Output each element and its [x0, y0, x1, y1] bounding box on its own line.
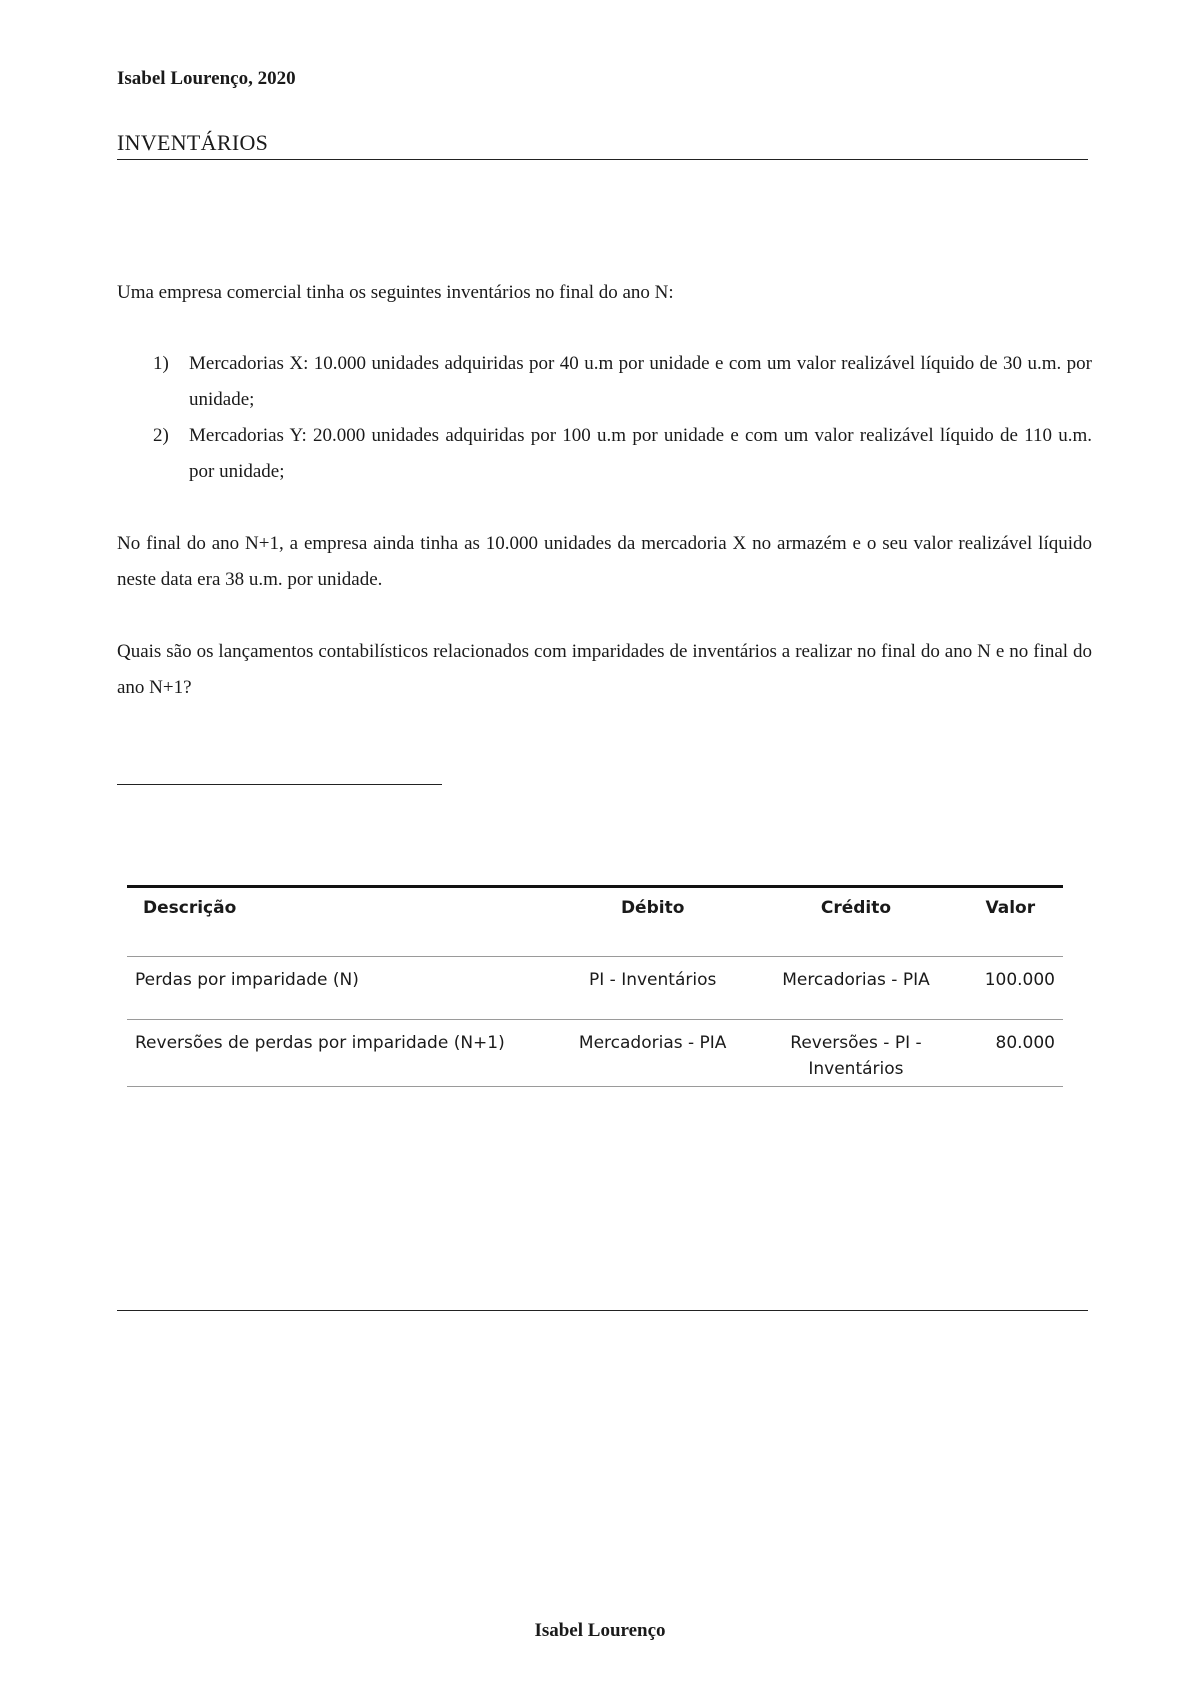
cell-valor: 80.000 [958, 1020, 1063, 1087]
exercise-question: Quais são os lançamentos contabilísticos relacionados com imparidades de inventários a realizar no final do ano N e no final do ano N+1? [117, 641, 1092, 698]
table-row [127, 1020, 1063, 1087]
page-title: INVENTÁRIOS [117, 130, 269, 155]
list-item-number: 2) [153, 425, 169, 446]
answer-divider [117, 784, 442, 785]
cell-debito: PI - Inventários [551, 957, 754, 1020]
cell-debito: Mercadorias - PIA [551, 1020, 754, 1087]
list-item-number: 1) [153, 353, 169, 374]
cell-credito: Reversões - PI - Inventários [754, 1020, 957, 1087]
journal-entries-table [127, 885, 1063, 1087]
table-row [127, 957, 1063, 1020]
cell-credito: Mercadorias - PIA [754, 957, 957, 1020]
exercise-paragraph: No final do ano N+1, a empresa ainda tinha as 10.000 unidades da mercadoria X no armazém e o seu valor realizável líquido neste data era 38 u.m. por unidade. [117, 533, 1092, 590]
header-debito: Débito [551, 887, 754, 957]
cell-descricao: Perdas por imparidade (N) [127, 957, 551, 1020]
list-item [117, 418, 1092, 490]
title-divider [117, 159, 1088, 160]
exercise-intro: Uma empresa comercial tinha os seguintes inventários no final do ano N: [117, 282, 674, 303]
header-valor: Valor [958, 887, 1063, 957]
bottom-divider [117, 1310, 1088, 1311]
list-item-text: Mercadorias X: 10.000 unidades adquiridas por 40 u.m por unidade e com um valor realizável líquido de 30 u.m. por unidade; [189, 353, 1092, 410]
footer-author: Isabel Lourenço [534, 1620, 666, 1641]
header-credito: Crédito [754, 887, 957, 957]
list-item [117, 346, 1092, 418]
list-item-text: Mercadorias Y: 20.000 unidades adquiridas por 100 u.m por unidade e com um valor realizável líquido de 110 u.m. por unidade; [189, 425, 1092, 482]
inventory-list [117, 346, 1092, 490]
cell-descricao: Reversões de perdas por imparidade (N+1) [127, 1020, 551, 1087]
table-header-row [127, 887, 1063, 957]
header-descricao: Descrição [127, 887, 551, 957]
header-author-year: Isabel Lourenço, 2020 [117, 68, 296, 89]
cell-valor: 100.000 [958, 957, 1063, 1020]
